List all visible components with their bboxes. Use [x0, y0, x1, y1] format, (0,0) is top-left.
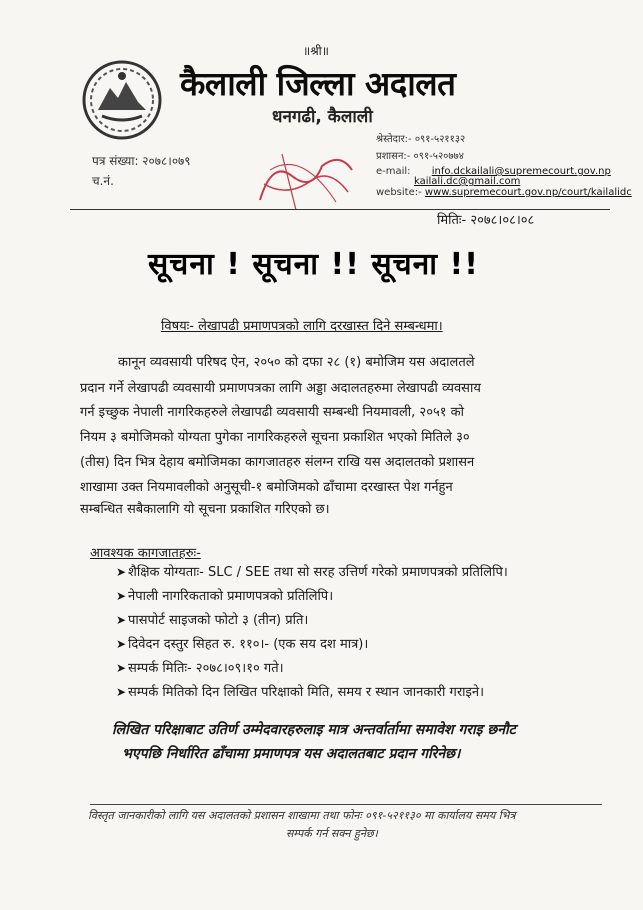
note-line: भएपछि निर्धारित ढाँचामा प्रमाणपत्र यस अदालतबाट प्रदान गरिनेछ। — [122, 746, 461, 762]
arrow-bullet-icon: ➤ — [116, 661, 127, 675]
footer-divider — [90, 804, 602, 805]
body-line: शाखामा उक्त नियमावलीको अनुसूची-१ बमोजिमको ढाँचामा दरखास्त पेश गर्नहुन — [80, 480, 453, 495]
document-item — [116, 586, 333, 604]
arrow-bullet-icon: ➤ — [116, 589, 127, 603]
email-link-secondary[interactable] — [414, 176, 520, 187]
document-text: पासपोर्ट साइजको फोटो ३ (तीन) प्रति। — [128, 613, 309, 628]
document-text: सम्पर्क मितिः- २०७८।०९।१० गते। — [128, 661, 284, 676]
body-line: प्रदान गर्ने लेखापढी व्यवसायी प्रमाणपत्रका लागि अड्डा अदालतहरुमा लेखापढी व्यवसाय — [80, 381, 481, 396]
document-item — [116, 682, 484, 700]
footer-line: सम्पर्क गर्न सक्न हुनेछ। — [286, 827, 378, 840]
document-text: सम्पर्क मितिको दिन लिखित परिक्षाको मिति, समय र स्थान जानकारी गराइने। — [128, 685, 485, 700]
document-item — [116, 658, 284, 676]
website-row — [376, 187, 632, 198]
website-link[interactable]: www.supremecourt.gov.np/court/kailalidc — [424, 187, 632, 198]
document-text: नेपाली नागरिकताको प्रमाणपत्रको प्रतिलिपि। — [128, 589, 334, 604]
footer-line: विस्तृत जानकारीको लागि यस अदालतको प्रशासन शाखामा तथा फोनः ०९१-५२११३० मा कार्यालय समय भित्र — [88, 809, 516, 822]
body-line: गर्न इच्छुक नेपाली नागरिकहरुले लेखापढी व्यवसायी सम्बन्धी नियमावली, २०५१ को — [80, 405, 464, 420]
body-line: सम्बन्धित सबैकालागि यो सूचना प्रकाशित गरिएको छ। — [80, 502, 330, 517]
arrow-bullet-icon: ➤ — [116, 565, 127, 579]
arrow-bullet-icon: ➤ — [116, 613, 127, 627]
body-line: नियम ३ बमोजिमको योग्यता पुगेका नागरिकहरुले सूचना प्रकाशित भएको मितिले ३० — [80, 430, 470, 445]
email-link-primary[interactable]: info.dckailali@supremecourt.gov.np — [431, 166, 611, 177]
document-item — [116, 562, 508, 580]
body-line: (तीस) दिन भित्र देहाय बमोजिमका कागजातहरु संलग्न राखि यस अदालतको प्रशासन — [80, 455, 475, 470]
note-line: लिखित परिक्षाबाट उतिर्ण उम्मेदवारहरुलाइ मात्र अन्तर्वार्तामा समावेश गराइ छनौट — [112, 722, 516, 738]
notice-title: सूचना ! सूचना !! सूचना !! — [148, 247, 479, 282]
website-label: website:- — [376, 187, 422, 198]
arrow-bullet-icon: ➤ — [116, 637, 127, 651]
admin-phone: प्रशासन:- ०९१-५२०७७४ — [376, 151, 464, 162]
document-item — [116, 634, 368, 652]
office-phone: श्रेस्तेदार:- ०९१-५२११३२ — [376, 134, 466, 145]
nepal-emblem-icon — [80, 58, 164, 142]
court-name: कैलाली जिल्ला अदालत — [180, 64, 456, 103]
notice-subject: विषयः- लेखापढी प्रमाणपत्रको लागि दरखास्त दिने सम्बन्धमा। — [161, 319, 443, 334]
arrow-bullet-icon: ➤ — [116, 685, 127, 699]
document-text: दिवेदन दस्तुर सिहत रु. ११०।- (एक सय दश मात्र)। — [128, 637, 369, 652]
signature-stamp — [252, 140, 362, 218]
documents-heading: आवश्यक कागजातहरुः- — [90, 546, 201, 561]
email-label: e-mail: — [376, 166, 411, 177]
document-item — [116, 610, 308, 628]
dispatch-number: च.नं. — [92, 174, 114, 188]
court-place: धनगढी, कैलाली — [272, 107, 373, 127]
body-line: कानून व्यवसायी परिषद ऐन, २०५० को दफा २८ (१) बमोजिम यस अदालतले — [118, 355, 475, 370]
reference-number: पत्र संख्या: २०७८।०७९ — [92, 154, 191, 168]
email-secondary-text[interactable]: kailali.dc@gmail.com — [414, 176, 521, 187]
seal-symbol: ॥श्री॥ — [303, 44, 329, 58]
document-text: शैक्षिक योग्यताः- SLC / SEE तथा सो सरह उत्तिर्ण गरेको प्रमाणपत्रको प्रतिलिपि। — [128, 565, 508, 580]
notice-date: मितिः- २०७८।०८।०८ — [437, 213, 535, 228]
